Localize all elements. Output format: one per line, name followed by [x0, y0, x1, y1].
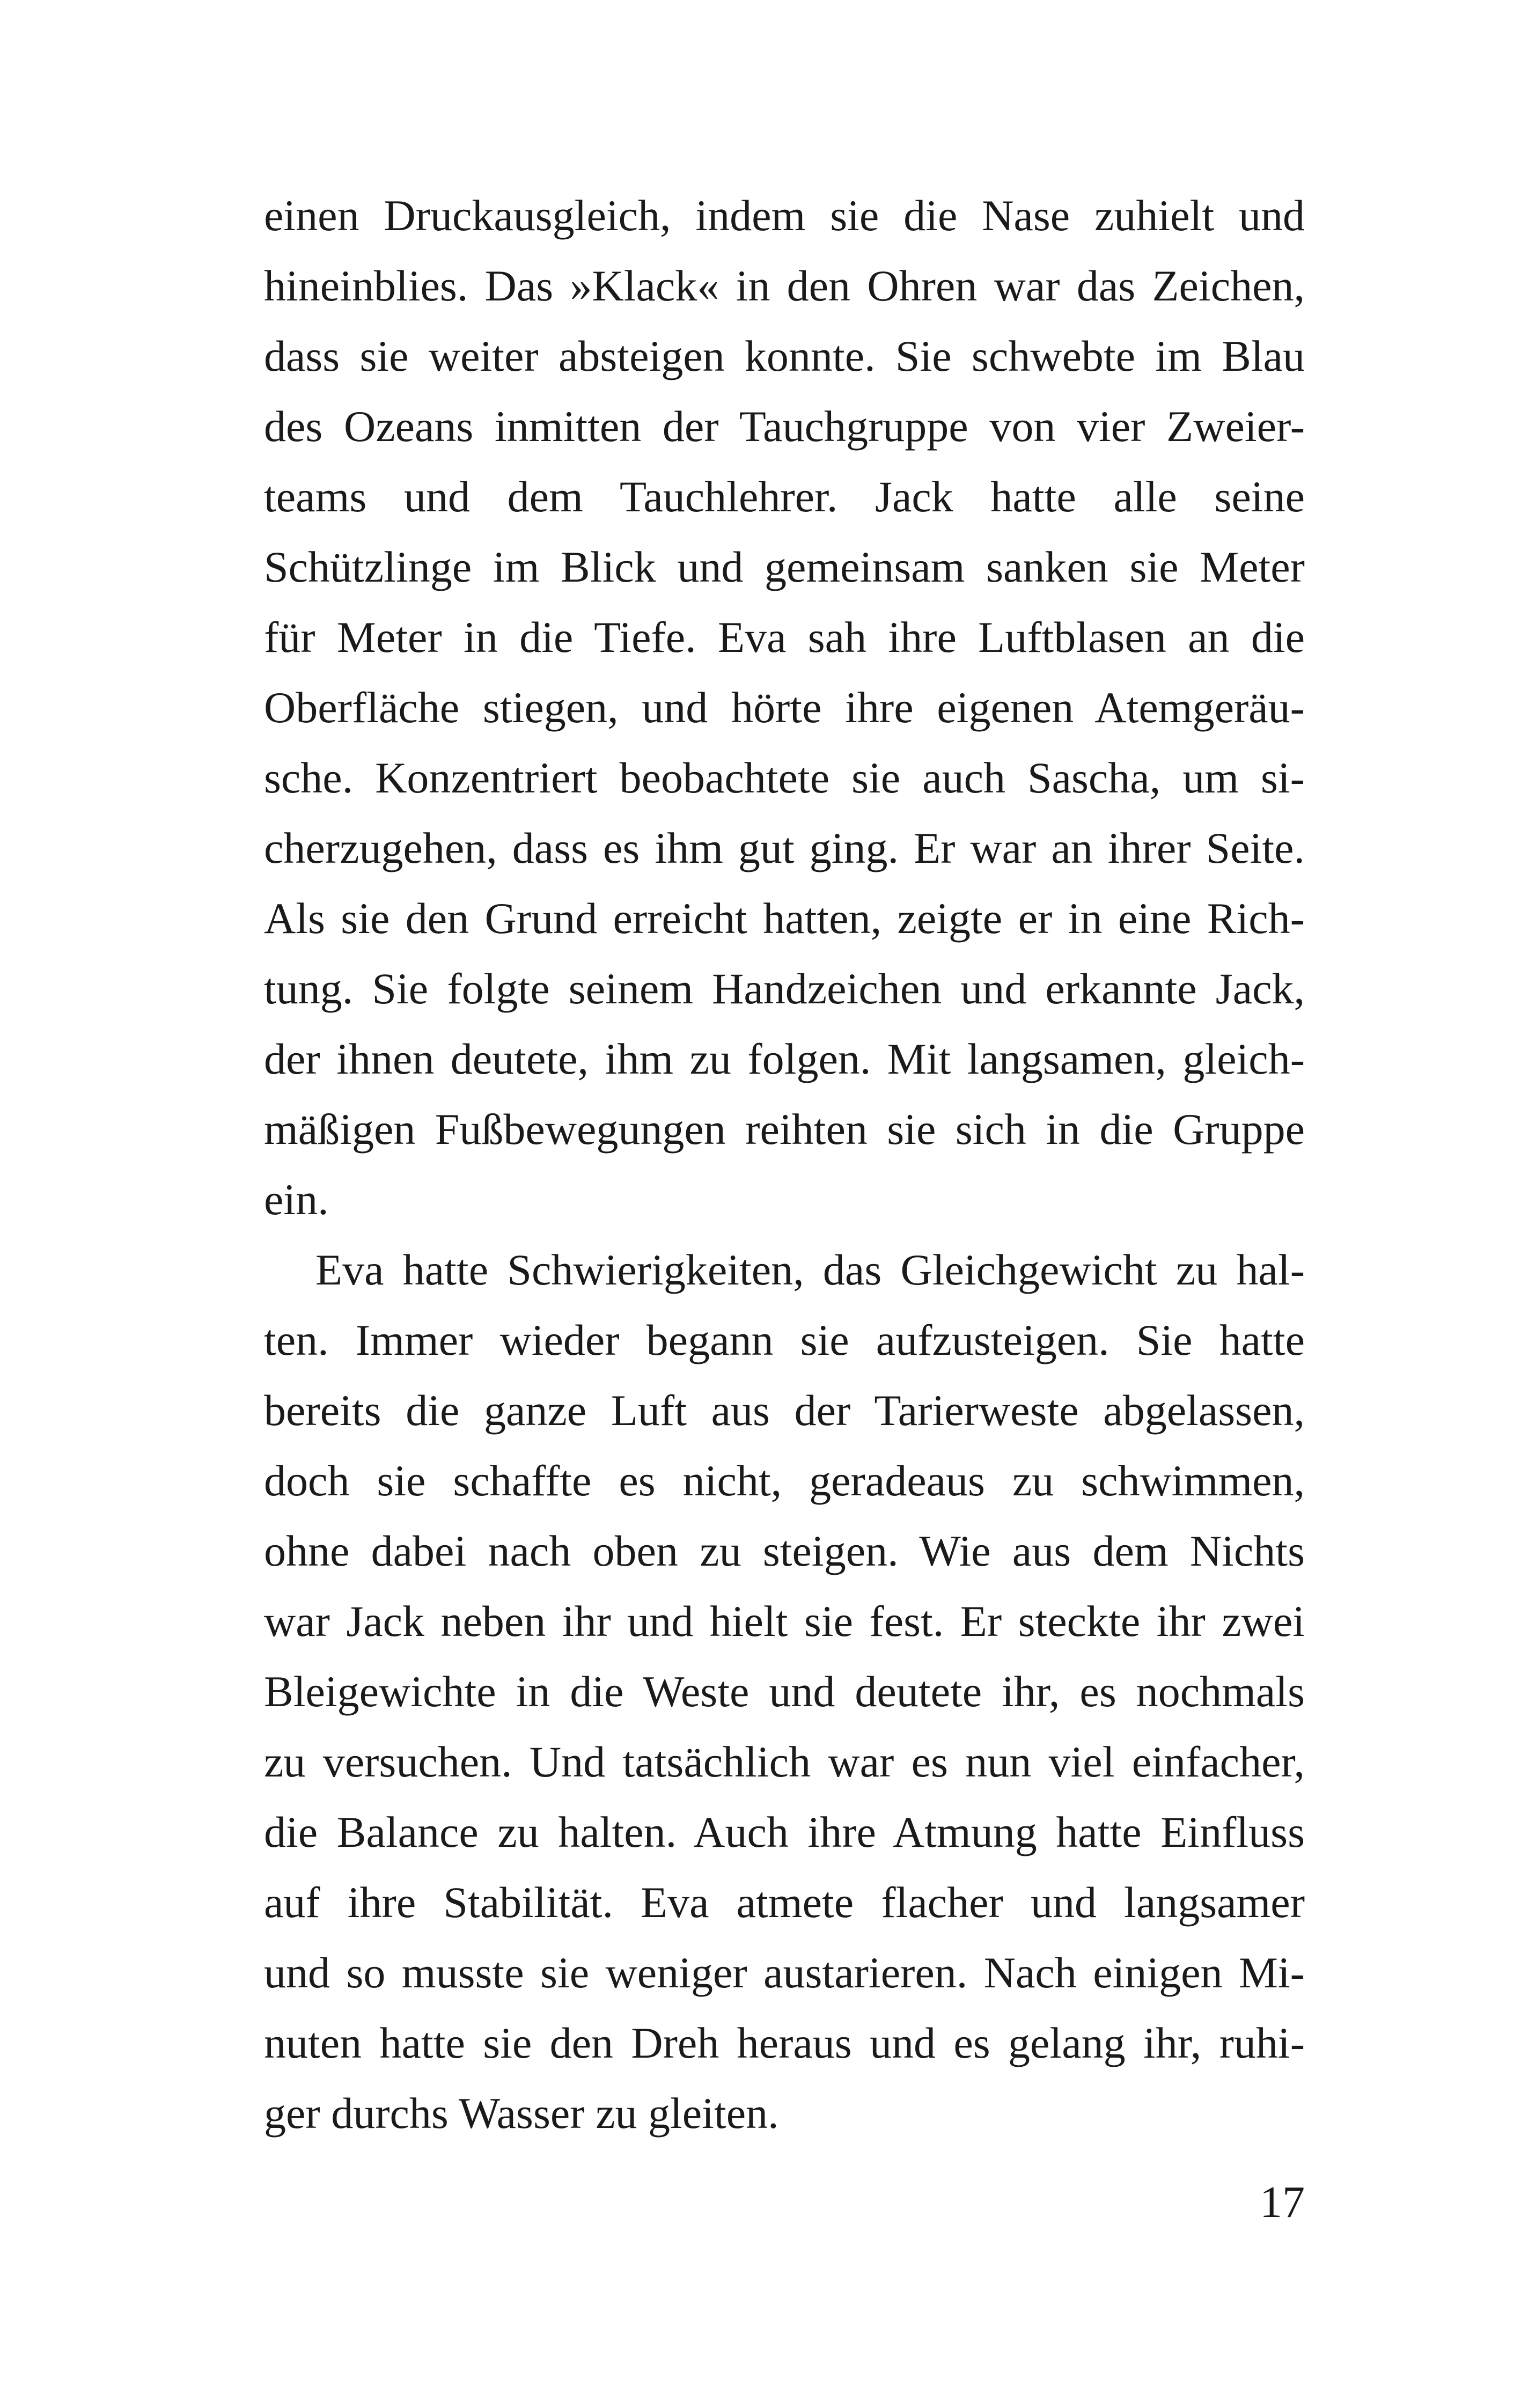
- page-number: 17: [1260, 2177, 1305, 2227]
- text-line: Bleigewichte in die Weste und deutete ihr, es nochmals: [264, 1667, 1305, 1716]
- text-line: tung. Sie folgte seinem Handzeichen und erkannte Jack,: [264, 964, 1305, 1013]
- text-line: dass sie weiter absteigen konnte. Sie schwebte im Blau: [264, 332, 1305, 380]
- text-line: der ihnen deutete, ihm zu folgen. Mit langsamen, gleich-: [264, 1034, 1305, 1083]
- text-line: teams und dem Tauchlehrer. Jack hatte alle seine: [264, 472, 1305, 521]
- text-line: hineinblies. Das »Klack« in den Ohren war das Zeichen,: [264, 261, 1305, 310]
- text-line: die Balance zu halten. Auch ihre Atmung hatte Einfluss: [264, 1808, 1305, 1856]
- text-line: Eva hatte Schwierigkeiten, das Gleichgewicht zu hal-: [315, 1245, 1305, 1294]
- text-line: auf ihre Stabilität. Eva atmete flacher und langsamer: [264, 1878, 1305, 1927]
- text-line: doch sie schaffte es nicht, geradeaus zu schwimmen,: [264, 1456, 1305, 1505]
- text-line: ohne dabei nach oben zu steigen. Wie aus dem Nichts: [264, 1526, 1305, 1575]
- text-line: des Ozeans inmitten der Tauchgruppe von vier Zweier-: [264, 402, 1305, 451]
- text-line: Schützlinge im Blick und gemeinsam sanken sie Meter: [264, 542, 1305, 591]
- text-line: sche. Konzentriert beobachtete sie auch Sascha, um si-: [264, 753, 1305, 802]
- text-line: ein.: [264, 1175, 329, 1224]
- text-line: ger durchs Wasser zu gleiten.: [264, 2089, 779, 2138]
- text-line: bereits die ganze Luft aus der Tarierweste abgelassen,: [264, 1386, 1305, 1435]
- text-line: zu versuchen. Und tatsächlich war es nun viel einfacher,: [264, 1737, 1305, 1786]
- text-line: cherzugehen, dass es ihm gut ging. Er war an ihrer Seite.: [264, 824, 1305, 872]
- text-line: für Meter in die Tiefe. Eva sah ihre Luftblasen an die: [264, 613, 1305, 662]
- text-line: ten. Immer wieder begann sie aufzusteigen. Sie hatte: [264, 1316, 1305, 1364]
- text-line: war Jack neben ihr und hielt sie fest. Er steckte ihr zwei: [264, 1597, 1305, 1646]
- text-line: Oberfläche stiegen, und hörte ihre eigenen Atemgeräu-: [264, 683, 1305, 732]
- text-line: und so musste sie weniger austarieren. Nach einigen Mi-: [264, 1948, 1305, 1997]
- body-text: [264, 180, 1305, 2148]
- text-line: einen Druckausgleich, indem sie die Nase zuhielt und: [264, 191, 1305, 240]
- text-line: mäßigen Fußbewegungen reihten sie sich in die Gruppe: [264, 1105, 1305, 1154]
- text-line: nuten hatte sie den Dreh heraus und es gelang ihr, ruhi-: [264, 2018, 1305, 2067]
- text-line: Als sie den Grund erreicht hatten, zeigte er in eine Rich-: [264, 894, 1305, 943]
